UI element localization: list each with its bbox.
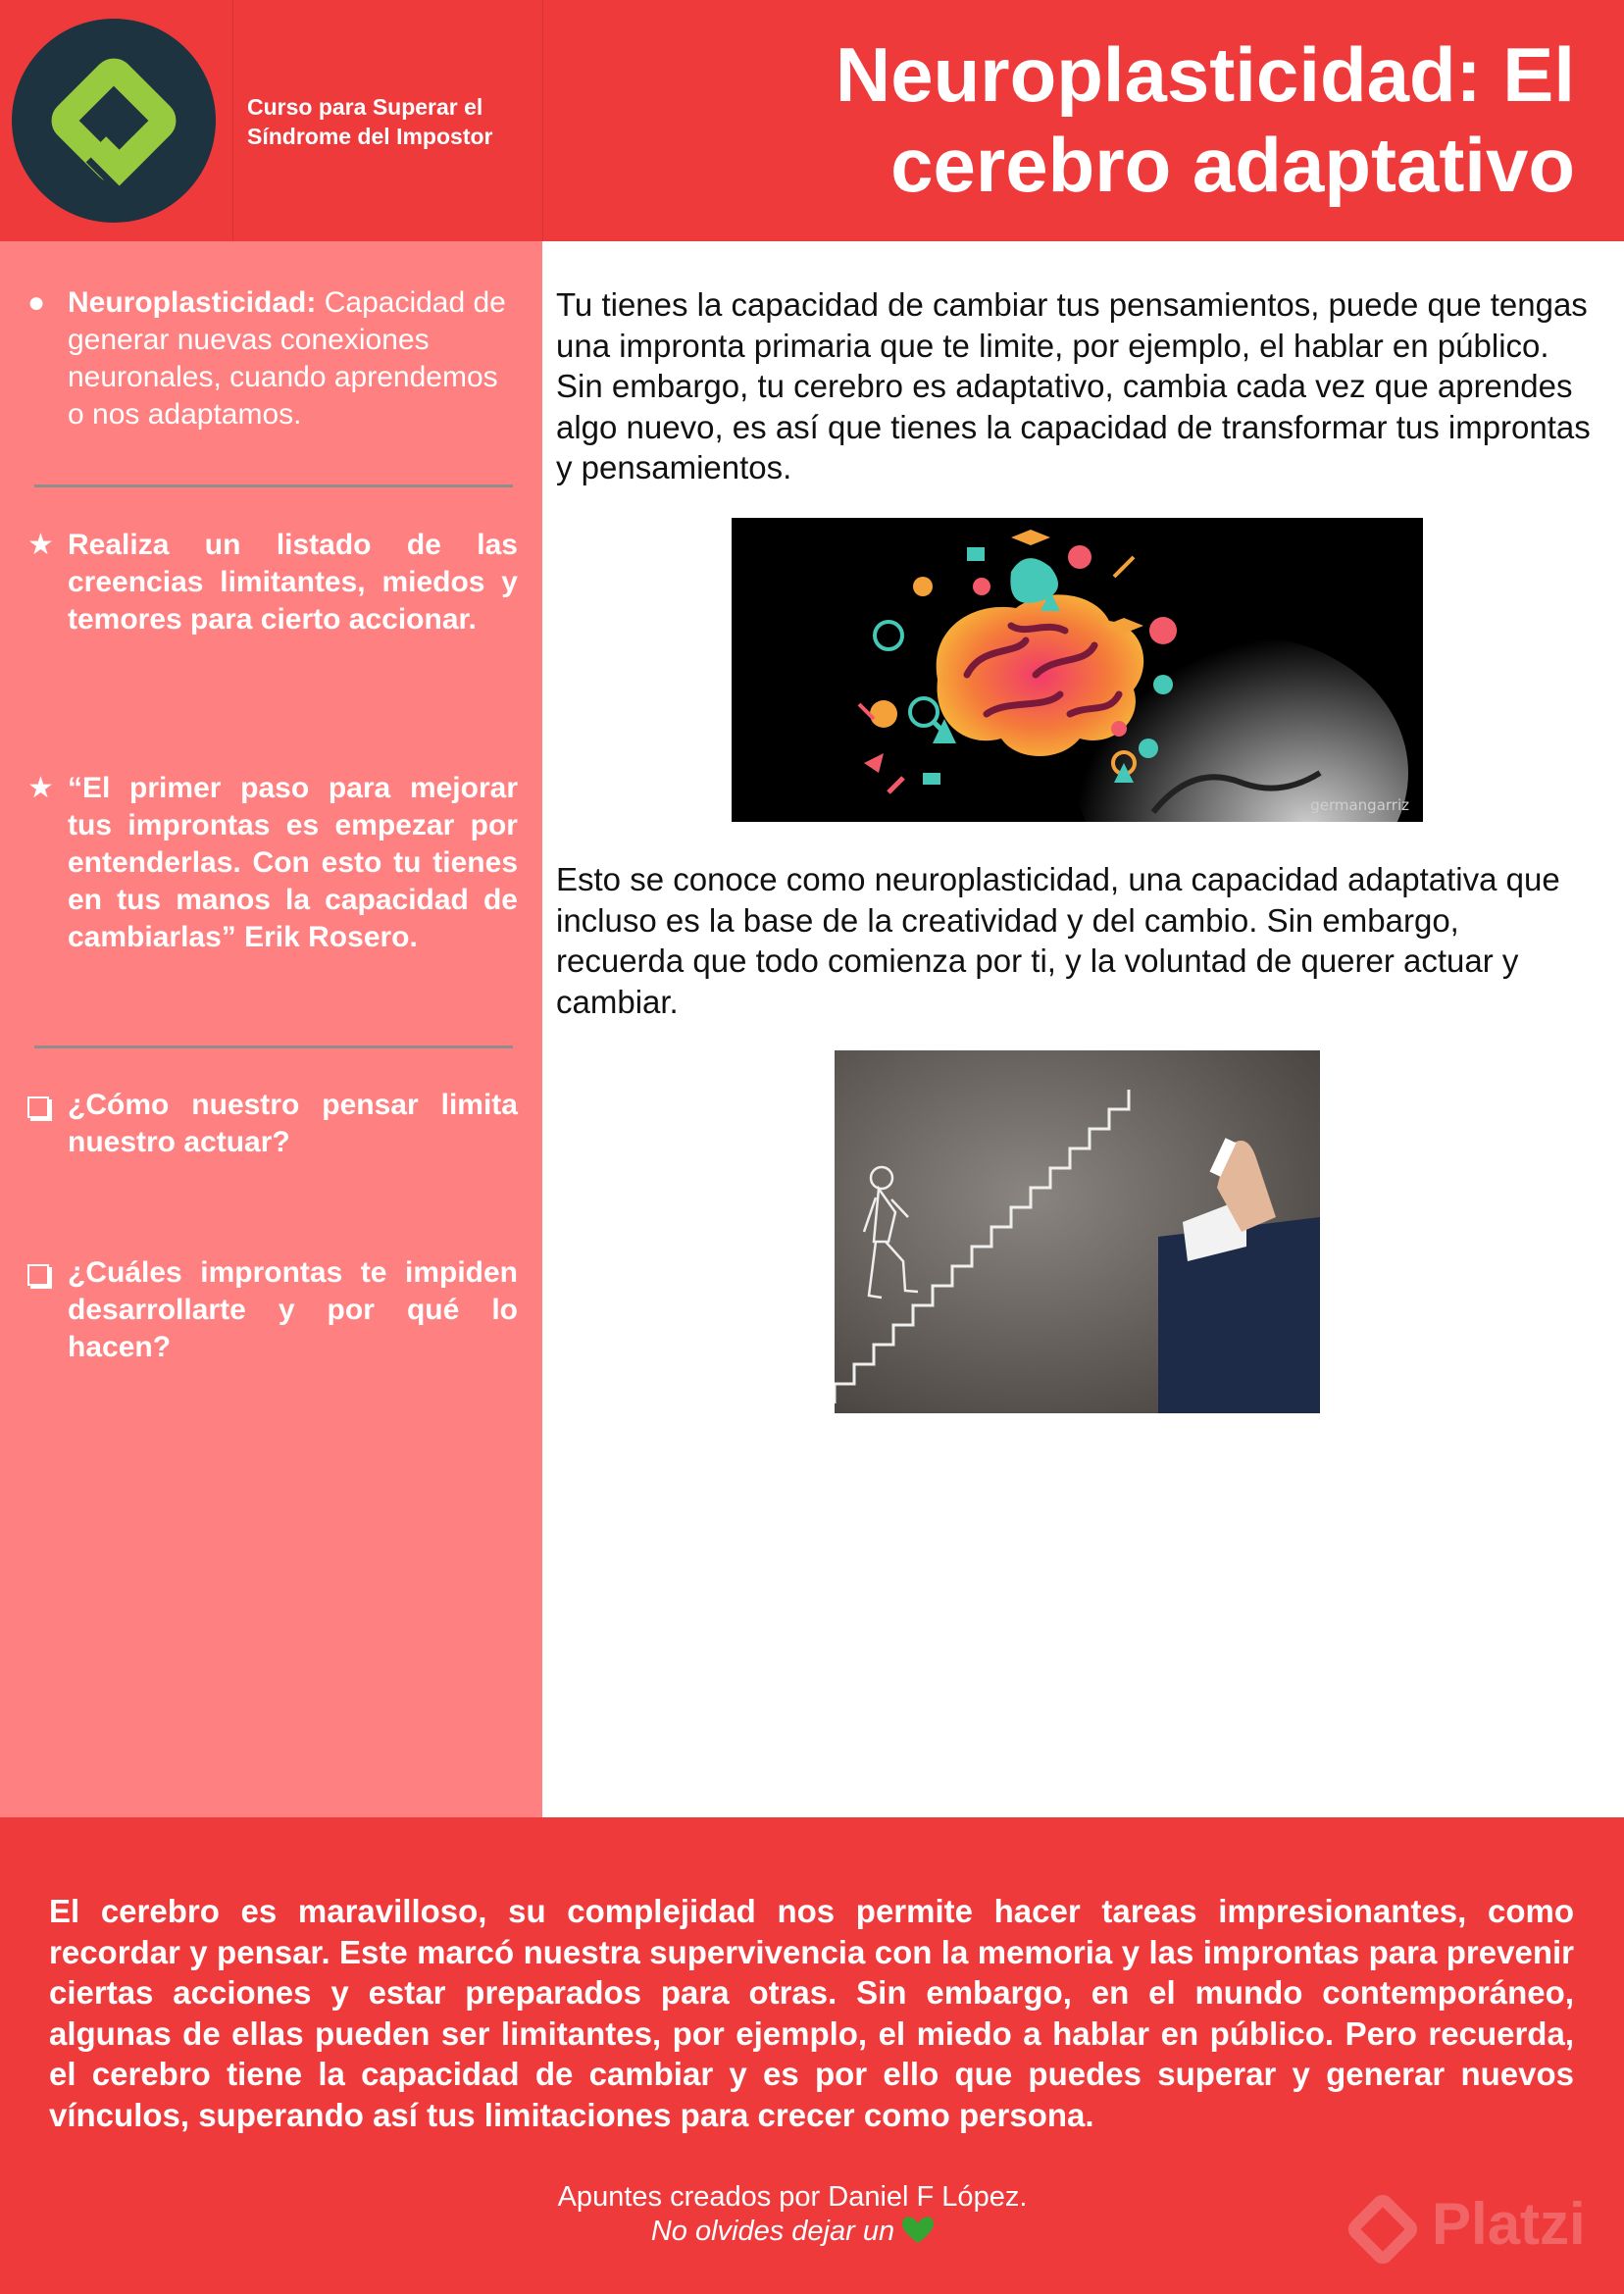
- question-text: ¿Cuáles improntas te impiden desarrollarte y por qué lo hacen?: [68, 1256, 518, 1363]
- footer-summary: El cerebro es maravilloso, su complejidad nos permite hacer tareas impresionantes, como recordar y pensar. Este marcó nuestra supervivencia con la memoria y las improntas para prevenir ciertas acciones y estar preparados para otras. Sin embargo, en el mundo contemporáneo, algunas de ellas pueden ser limitantes, por ejemplo, el miedo a hablar en público. Pero recuerda, el cerebro tiene la capacidad de cambiar y es por ello que puedes superar y generar nuevos vínculos, superando así tus limitaciones para crecer como persona.: [49, 1893, 1574, 2133]
- question-text: ¿Cómo nuestro pensar limita nuestro actuar?: [68, 1089, 518, 1158]
- platzi-watermark: [1334, 2180, 1586, 2283]
- reminder-text: No olvides dejar un: [650, 2216, 895, 2247]
- star-item: [27, 527, 518, 638]
- divider: [34, 484, 513, 487]
- footer: [0, 1817, 1624, 2294]
- checkbox-icon: [27, 1087, 61, 1128]
- definition-term: Neuroplasticidad:: [68, 286, 317, 319]
- main-paragraph: Esto se conoce como neuroplasticidad, una capacidad adaptativa que incluso es la base de la creatividad y del cambio. Sin embargo, recuerda que todo comienza por ti, y la voluntad de querer actuar y cambiar.: [556, 861, 1560, 1020]
- bullet-dot-icon: ●: [27, 286, 46, 319]
- star-item: [27, 770, 518, 956]
- page-title-line: cerebro adaptativo: [890, 122, 1575, 208]
- header-divider: [232, 0, 233, 241]
- header-divider: [542, 0, 543, 241]
- star-item-text: Realiza un listado de las creencias limitantes, miedos y temores para cierto accionar.: [68, 529, 518, 636]
- platzi-logo-icon: [12, 19, 216, 223]
- green-heart-icon: [902, 2217, 934, 2253]
- header: [0, 0, 1624, 241]
- star-icon: ★: [27, 529, 54, 561]
- staircase-image: [835, 1050, 1320, 1413]
- course-label: [247, 92, 541, 151]
- question-item: [27, 1254, 518, 1366]
- page-title-line: Neuroplasticidad: El: [835, 31, 1575, 118]
- brain-illustration-image: [732, 518, 1423, 822]
- course-label-line: Curso para Superar el: [247, 94, 483, 120]
- course-label-line: Síndrome del Impostor: [247, 124, 493, 149]
- divider: [34, 1045, 513, 1048]
- main-paragraph: Tu tienes la capacidad de cambiar tus pensamientos, puede que tengas una impronta primaria que te limite, por ejemplo, el hablar en público. Sin embargo, tu cerebro es adaptativo, cambia cada vez que aprendes algo nuevo, es así que tienes la capacidad de transformar tus improntas y pensamientos.: [556, 286, 1591, 485]
- question-item: [27, 1087, 518, 1161]
- sidebar: [0, 241, 542, 1817]
- checkbox-icon: [27, 1254, 61, 1296]
- definition-text: Capacidad de generar nuevas conexiones neuronales, cuando aprendemos o nos adaptamos.: [68, 286, 506, 431]
- author-credit: Apuntes creados por Daniel F López.: [557, 2181, 1028, 2213]
- definition-item: [27, 284, 518, 433]
- star-item-text: “El primer paso para mejorar tus improntas es empezar por entenderlas. Con esto tu tienes en tus manos la capacidad de cambiarlas” Erik Rosero.: [68, 772, 518, 953]
- platzi-watermark-text: Platzi: [1432, 2191, 1586, 2257]
- page-title: [594, 29, 1575, 210]
- star-icon: ★: [27, 772, 54, 804]
- image-watermark: germangarriz: [1310, 796, 1409, 814]
